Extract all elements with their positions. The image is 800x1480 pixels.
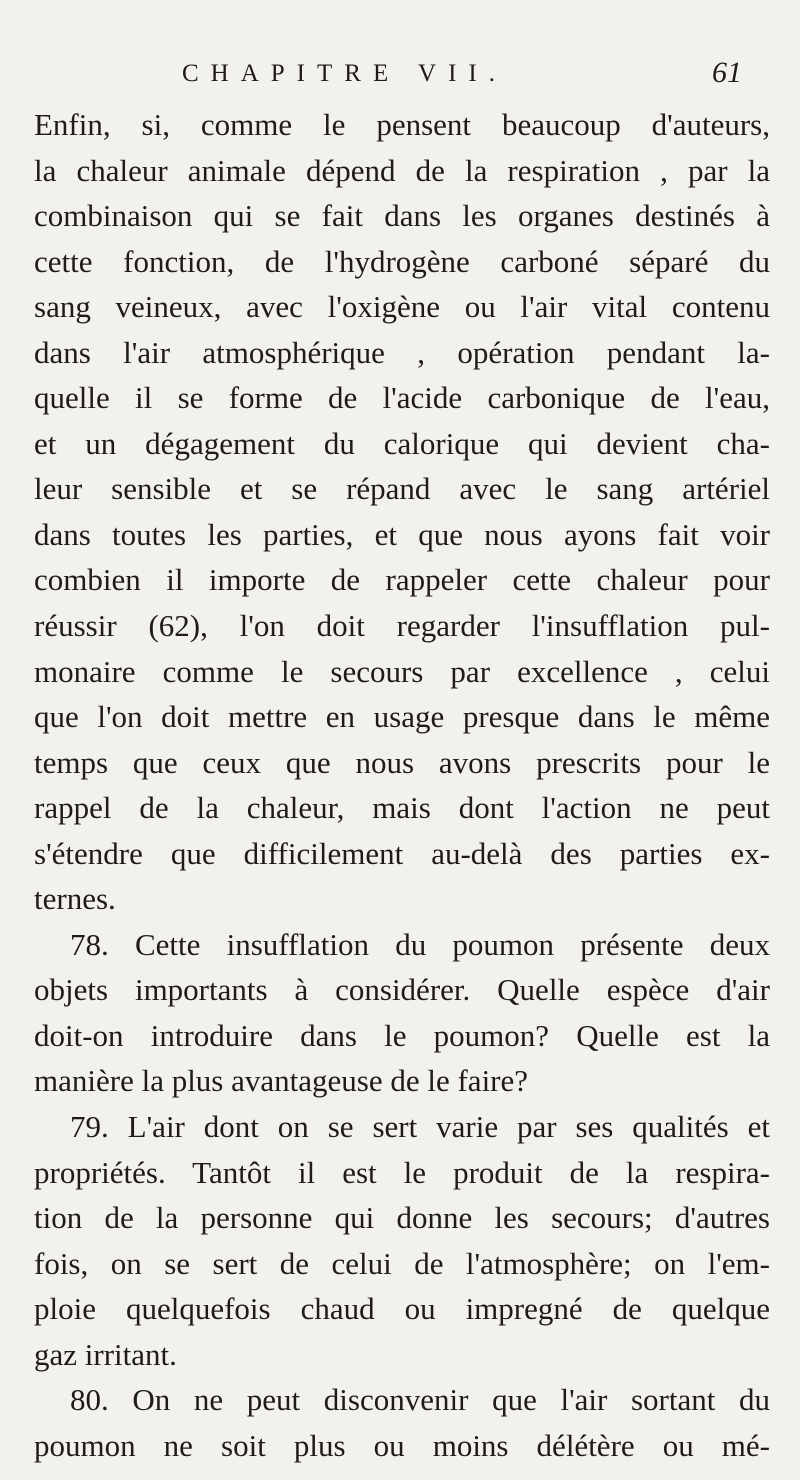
text-line: Enfin, si, comme le pensent beaucoup d'auteurs,: [34, 107, 770, 142]
text-line: manière la plus avantageuse de le faire?: [34, 1063, 529, 1099]
text-line: dans toutes les parties, et que nous ayons fait voir: [34, 516, 770, 552]
text-line: cette fonction, de l'hydrogène carboné séparé du: [34, 243, 770, 279]
text-line: combien il importe de rappeler cette chaleur pour: [34, 562, 770, 598]
body-text: [34, 102, 770, 1468]
text-line: que l'on doit mettre en usage presque dans le même: [34, 699, 770, 735]
text-line: la chaleur animale dépend de la respiration , par la: [34, 152, 770, 188]
page-number: 61: [712, 56, 742, 89]
text-line: s'étendre que difficilement au-delà des parties ex-: [34, 835, 770, 871]
text-line: et un dégagement du calorique qui devient cha-: [34, 425, 770, 461]
text-line: rappel de la chaleur, mais dont l'action ne peut: [34, 790, 770, 826]
text-line: ploie quelquefois chaud ou impregné de quelque: [34, 1291, 770, 1327]
text-line: tion de la personne qui donne les secours; d'autres: [34, 1200, 770, 1236]
paragraph-78-line: 78. Cette insufflation du poumon présente deux: [70, 926, 770, 962]
text-line: combinaison qui se fait dans les organes destinés à: [34, 198, 770, 234]
text-line: doit-on introduire dans le poumon? Quelle est la: [34, 1017, 770, 1053]
text-line: ternes.: [34, 881, 116, 917]
text-line: gaz irritant.: [34, 1336, 177, 1372]
text-line: fois, on se sert de celui de l'atmosphère; on l'em-: [34, 1245, 770, 1281]
text-line: quelle il se forme de l'acide carbonique de l'eau,: [34, 380, 770, 416]
text-line: propriétés. Tantôt il est le produit de la respira-: [34, 1154, 770, 1190]
text-line: temps que ceux que nous avons prescrits pour le: [34, 744, 770, 780]
text-line: sang veineux, avec l'oxigène ou l'air vital contenu: [34, 289, 770, 325]
text-line: leur sensible et se répand avec le sang artériel: [34, 471, 770, 507]
chapter-heading: CHAPITRE VII.: [182, 60, 507, 87]
paragraph-79-line: 79. L'air dont on se sert varie par ses qualités et: [70, 1109, 770, 1145]
paragraph-80-line: 80. On ne peut disconvenir que l'air sortant du: [70, 1382, 770, 1418]
text-line: objets importants à considérer. Quelle espèce d'air: [34, 972, 770, 1008]
text-line: réussir (62), l'on doit regarder l'insufflation pul-: [34, 608, 770, 644]
text-line: poumon ne soit plus ou moins délétère ou mé-: [34, 1427, 770, 1463]
text-line: dans l'air atmosphérique , opération pendant la-: [34, 334, 770, 370]
text-line: monaire comme le secours par excellence , celui: [34, 653, 770, 689]
running-head: [182, 56, 742, 96]
